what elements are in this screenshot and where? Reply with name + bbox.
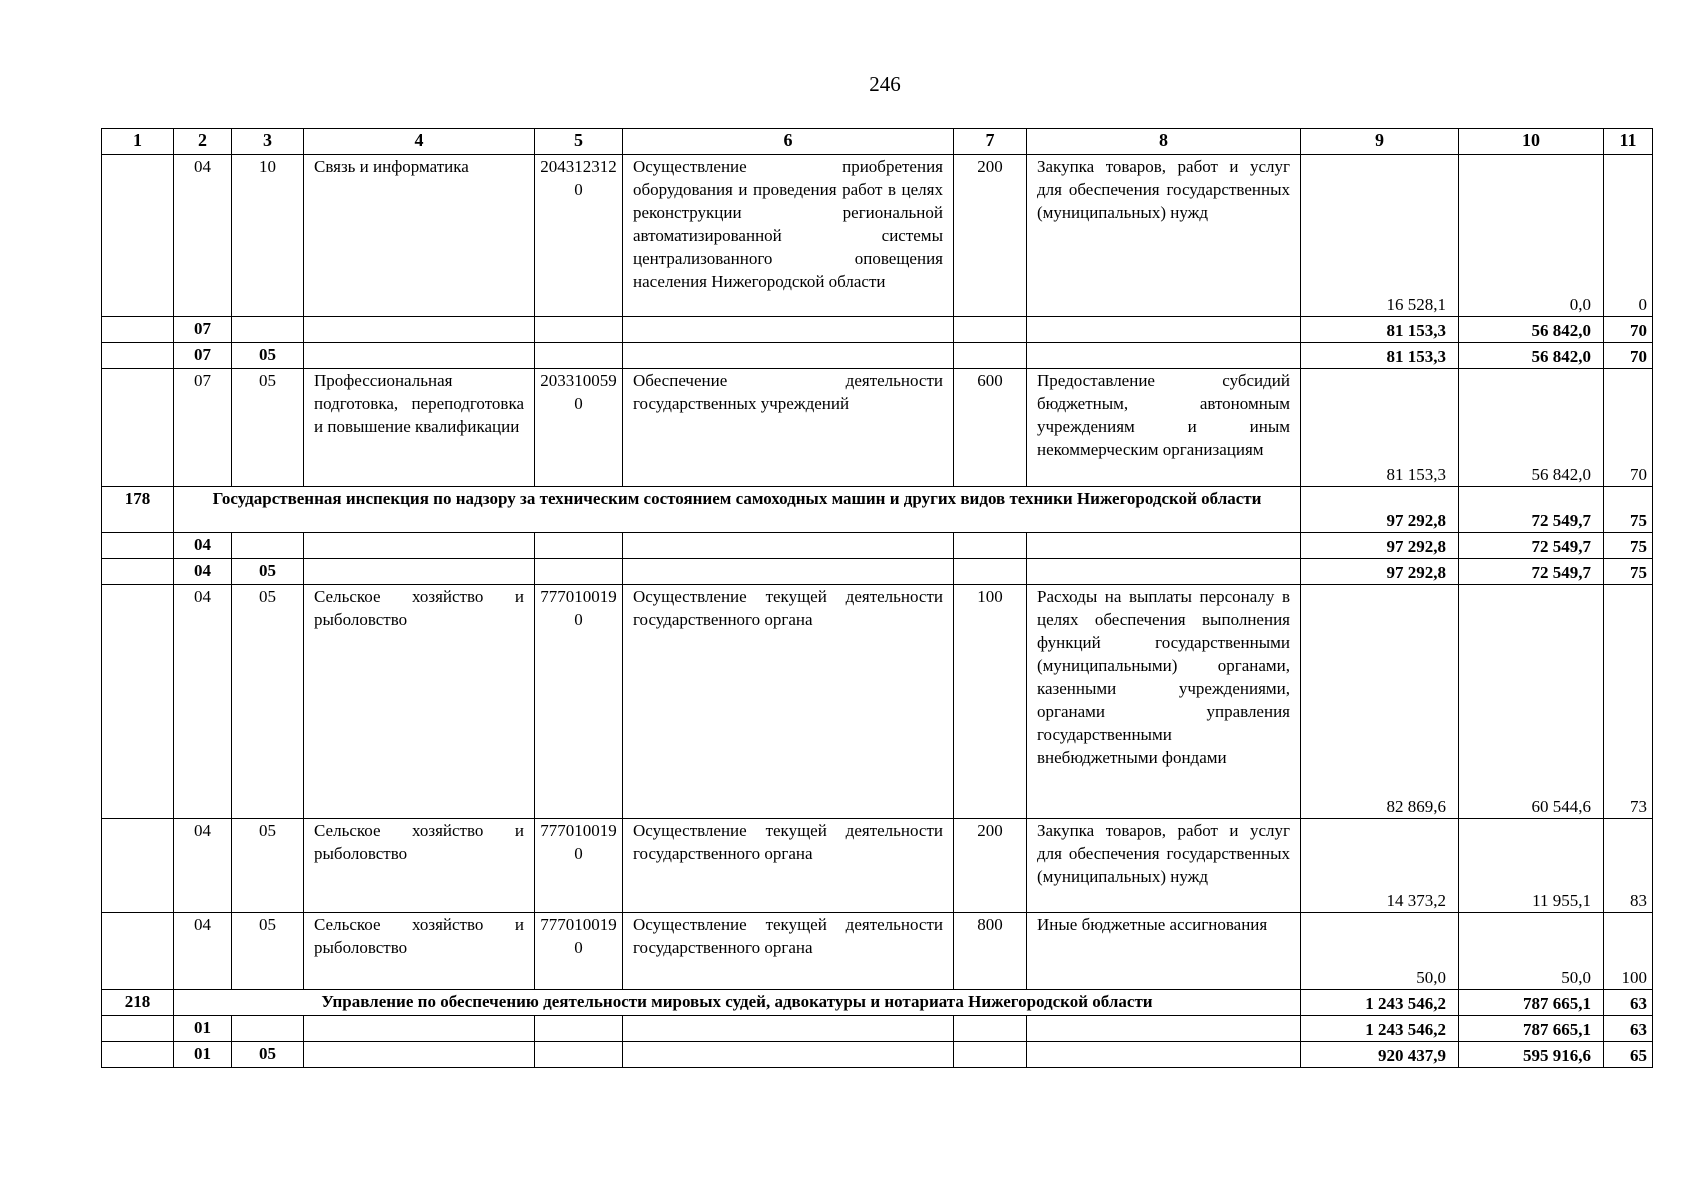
cell-expense-type-code bbox=[954, 343, 1027, 369]
cell-entity-code: 218 bbox=[102, 990, 174, 1016]
column-header: 3 bbox=[232, 129, 304, 155]
cell-expense-type-name bbox=[1027, 343, 1301, 369]
cell-target-name bbox=[623, 1042, 954, 1068]
cell-section: 04 bbox=[174, 533, 232, 559]
cell-percent: 63 bbox=[1604, 990, 1653, 1016]
table-row bbox=[102, 819, 1653, 913]
cell-target-name bbox=[623, 559, 954, 585]
column-header: 7 bbox=[954, 129, 1027, 155]
cell-entity-code bbox=[102, 585, 174, 819]
cell-subsection-name bbox=[304, 559, 535, 585]
cell-expense-type-code bbox=[954, 559, 1027, 585]
column-header: 4 bbox=[304, 129, 535, 155]
cell-section: 04 bbox=[174, 819, 232, 913]
table-row bbox=[102, 155, 1653, 317]
table-row bbox=[102, 990, 1653, 1016]
cell-actual-amount: 787 665,1 bbox=[1459, 990, 1604, 1016]
cell-subsection-name: Сельское хозяйство и рыболовство bbox=[304, 819, 535, 913]
table-row bbox=[102, 559, 1653, 585]
table-row bbox=[102, 585, 1653, 819]
cell-actual-amount: 72 549,7 bbox=[1459, 559, 1604, 585]
cell-entity-code bbox=[102, 1016, 174, 1042]
cell-target-code: 7770100190 bbox=[535, 913, 623, 990]
cell-subsection bbox=[232, 533, 304, 559]
cell-subsection-name bbox=[304, 1016, 535, 1042]
cell-expense-type-code bbox=[954, 317, 1027, 343]
cell-actual-amount: 60 544,6 bbox=[1459, 585, 1604, 819]
table-row bbox=[102, 913, 1653, 990]
cell-subsection: 05 bbox=[232, 343, 304, 369]
cell-entity-code bbox=[102, 819, 174, 913]
cell-expense-type-code bbox=[954, 1042, 1027, 1068]
cell-organization-name: Государственная инспекция по надзору за техническим состоянием самоходных машин и других видов техники Нижегородской области bbox=[174, 487, 1301, 533]
cell-target-code bbox=[535, 317, 623, 343]
cell-plan-amount: 50,0 bbox=[1301, 913, 1459, 990]
cell-target-code: 2033100590 bbox=[535, 369, 623, 487]
cell-plan-amount: 82 869,6 bbox=[1301, 585, 1459, 819]
table-row bbox=[102, 343, 1653, 369]
column-header: 10 bbox=[1459, 129, 1604, 155]
cell-section: 04 bbox=[174, 585, 232, 819]
cell-section: 07 bbox=[174, 369, 232, 487]
cell-percent: 83 bbox=[1604, 819, 1653, 913]
cell-plan-amount: 16 528,1 bbox=[1301, 155, 1459, 317]
table-row bbox=[102, 1016, 1653, 1042]
cell-expense-type-code: 600 bbox=[954, 369, 1027, 487]
cell-plan-amount: 1 243 546,2 bbox=[1301, 1016, 1459, 1042]
cell-target-name bbox=[623, 1016, 954, 1042]
column-header: 2 bbox=[174, 129, 232, 155]
cell-subsection: 05 bbox=[232, 559, 304, 585]
cell-section: 07 bbox=[174, 343, 232, 369]
cell-subsection-name: Профессиональная подготовка, переподготовка и повышение квалификации bbox=[304, 369, 535, 487]
cell-expense-type-code: 100 bbox=[954, 585, 1027, 819]
cell-expense-type-name bbox=[1027, 317, 1301, 343]
cell-percent: 75 bbox=[1604, 559, 1653, 585]
cell-plan-amount: 920 437,9 bbox=[1301, 1042, 1459, 1068]
cell-target-code bbox=[535, 1042, 623, 1068]
column-header: 8 bbox=[1027, 129, 1301, 155]
cell-section: 07 bbox=[174, 317, 232, 343]
cell-subsection: 05 bbox=[232, 913, 304, 990]
cell-subsection-name bbox=[304, 343, 535, 369]
cell-actual-amount: 787 665,1 bbox=[1459, 1016, 1604, 1042]
cell-plan-amount: 1 243 546,2 bbox=[1301, 990, 1459, 1016]
cell-percent: 63 bbox=[1604, 1016, 1653, 1042]
cell-subsection: 05 bbox=[232, 369, 304, 487]
cell-plan-amount: 97 292,8 bbox=[1301, 487, 1459, 533]
cell-plan-amount: 14 373,2 bbox=[1301, 819, 1459, 913]
cell-expense-type-name bbox=[1027, 1016, 1301, 1042]
table-row bbox=[102, 1042, 1653, 1068]
cell-target-code: 2043123120 bbox=[535, 155, 623, 317]
cell-percent: 75 bbox=[1604, 533, 1653, 559]
cell-percent: 75 bbox=[1604, 487, 1653, 533]
cell-target-code bbox=[535, 559, 623, 585]
column-header: 6 bbox=[623, 129, 954, 155]
column-header: 1 bbox=[102, 129, 174, 155]
cell-expense-type-name: Предоставление субсидий бюджетным, автономным учреждениям и иным некоммерческим организациям bbox=[1027, 369, 1301, 487]
cell-percent: 65 bbox=[1604, 1042, 1653, 1068]
table-row bbox=[102, 487, 1653, 533]
cell-entity-code bbox=[102, 155, 174, 317]
cell-actual-amount: 72 549,7 bbox=[1459, 487, 1604, 533]
table-row bbox=[102, 369, 1653, 487]
cell-target-code bbox=[535, 343, 623, 369]
cell-subsection-name: Сельское хозяйство и рыболовство bbox=[304, 585, 535, 819]
cell-plan-amount: 81 153,3 bbox=[1301, 369, 1459, 487]
cell-subsection: 05 bbox=[232, 585, 304, 819]
cell-subsection bbox=[232, 317, 304, 343]
cell-expense-type-code: 200 bbox=[954, 819, 1027, 913]
cell-entity-code bbox=[102, 913, 174, 990]
cell-target-name: Осуществление приобретения оборудования и проведения работ в целях реконструкции региональной автоматизированной системы централизованного оповещения населения Нижегородской области bbox=[623, 155, 954, 317]
cell-plan-amount: 81 153,3 bbox=[1301, 317, 1459, 343]
cell-target-name: Обеспечение деятельности государственных учреждений bbox=[623, 369, 954, 487]
cell-actual-amount: 56 842,0 bbox=[1459, 369, 1604, 487]
cell-entity-code bbox=[102, 343, 174, 369]
cell-section: 01 bbox=[174, 1042, 232, 1068]
cell-entity-code bbox=[102, 317, 174, 343]
cell-percent: 0 bbox=[1604, 155, 1653, 317]
cell-expense-type-name: Расходы на выплаты персоналу в целях обеспечения выполнения функций государственными (муниципальными) органами, казенными учреждениями, органами управления государственными внебюджетными фондами bbox=[1027, 585, 1301, 819]
cell-target-code bbox=[535, 1016, 623, 1042]
cell-target-name: Осуществление текущей деятельности государственного органа bbox=[623, 913, 954, 990]
cell-subsection-name bbox=[304, 317, 535, 343]
cell-subsection-name bbox=[304, 533, 535, 559]
cell-target-code: 7770100190 bbox=[535, 819, 623, 913]
cell-actual-amount: 0,0 bbox=[1459, 155, 1604, 317]
cell-actual-amount: 50,0 bbox=[1459, 913, 1604, 990]
cell-entity-code bbox=[102, 1042, 174, 1068]
cell-actual-amount: 595 916,6 bbox=[1459, 1042, 1604, 1068]
cell-target-name bbox=[623, 343, 954, 369]
cell-section: 04 bbox=[174, 155, 232, 317]
cell-subsection: 05 bbox=[232, 1042, 304, 1068]
cell-subsection-name: Сельское хозяйство и рыболовство bbox=[304, 913, 535, 990]
cell-section: 04 bbox=[174, 913, 232, 990]
cell-entity-code bbox=[102, 533, 174, 559]
cell-expense-type-code: 200 bbox=[954, 155, 1027, 317]
cell-expense-type-name: Закупка товаров, работ и услуг для обеспечения государственных (муниципальных) нужд bbox=[1027, 155, 1301, 317]
cell-expense-type-name bbox=[1027, 559, 1301, 585]
cell-target-name: Осуществление текущей деятельности государственного органа bbox=[623, 819, 954, 913]
cell-plan-amount: 97 292,8 bbox=[1301, 533, 1459, 559]
cell-actual-amount: 56 842,0 bbox=[1459, 317, 1604, 343]
cell-actual-amount: 56 842,0 bbox=[1459, 343, 1604, 369]
table-header-row bbox=[102, 129, 1653, 155]
cell-expense-type-code bbox=[954, 533, 1027, 559]
cell-expense-type-code bbox=[954, 1016, 1027, 1042]
cell-plan-amount: 97 292,8 bbox=[1301, 559, 1459, 585]
cell-actual-amount: 11 955,1 bbox=[1459, 819, 1604, 913]
cell-percent: 70 bbox=[1604, 317, 1653, 343]
cell-percent: 73 bbox=[1604, 585, 1653, 819]
column-header: 11 bbox=[1604, 129, 1653, 155]
page-number: 246 bbox=[869, 72, 901, 96]
cell-subsection: 05 bbox=[232, 819, 304, 913]
cell-target-code: 7770100190 bbox=[535, 585, 623, 819]
cell-section: 04 bbox=[174, 559, 232, 585]
cell-subsection-name bbox=[304, 1042, 535, 1068]
budget-table bbox=[101, 128, 1653, 1068]
table-row bbox=[102, 317, 1653, 343]
cell-percent: 70 bbox=[1604, 343, 1653, 369]
cell-percent: 70 bbox=[1604, 369, 1653, 487]
cell-percent: 100 bbox=[1604, 913, 1653, 990]
cell-entity-code bbox=[102, 559, 174, 585]
cell-subsection-name: Связь и информатика bbox=[304, 155, 535, 317]
cell-expense-type-name: Закупка товаров, работ и услуг для обеспечения государственных (муниципальных) нужд bbox=[1027, 819, 1301, 913]
cell-subsection bbox=[232, 1016, 304, 1042]
cell-expense-type-name: Иные бюджетные ассигнования bbox=[1027, 913, 1301, 990]
cell-organization-name: Управление по обеспечению деятельности мировых судей, адвокатуры и нотариата Нижегородской области bbox=[174, 990, 1301, 1016]
cell-expense-type-code: 800 bbox=[954, 913, 1027, 990]
cell-target-name bbox=[623, 533, 954, 559]
cell-section: 01 bbox=[174, 1016, 232, 1042]
column-header: 5 bbox=[535, 129, 623, 155]
cell-target-name: Осуществление текущей деятельности государственного органа bbox=[623, 585, 954, 819]
cell-entity-code: 178 bbox=[102, 487, 174, 533]
cell-subsection: 10 bbox=[232, 155, 304, 317]
cell-expense-type-name bbox=[1027, 1042, 1301, 1068]
cell-expense-type-name bbox=[1027, 533, 1301, 559]
cell-entity-code bbox=[102, 369, 174, 487]
cell-target-code bbox=[535, 533, 623, 559]
cell-plan-amount: 81 153,3 bbox=[1301, 343, 1459, 369]
column-header: 9 bbox=[1301, 129, 1459, 155]
table-row bbox=[102, 533, 1653, 559]
cell-actual-amount: 72 549,7 bbox=[1459, 533, 1604, 559]
cell-target-name bbox=[623, 317, 954, 343]
